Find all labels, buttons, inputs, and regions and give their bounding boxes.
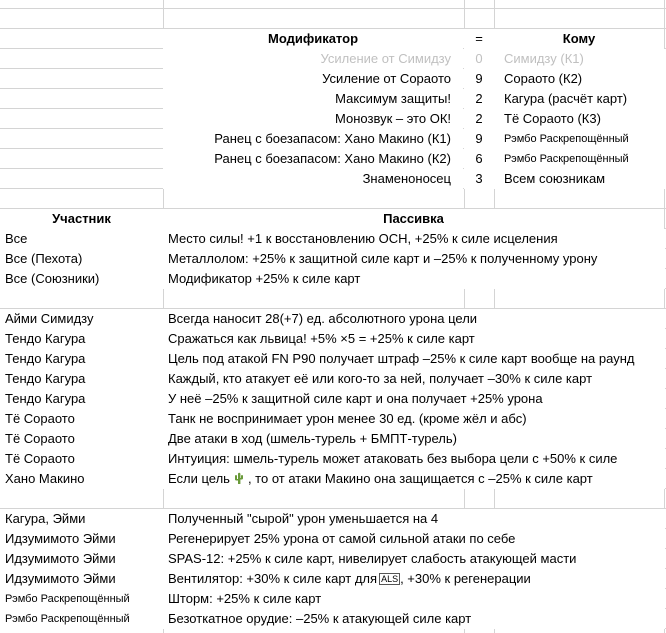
participant-cell: Рэмбо Раскрепощённый xyxy=(0,609,165,629)
passive-cell: Шторм: +25% к силе карт xyxy=(163,589,665,609)
passive-cell: SPAS-12: +25% к силе карт, нивелирует слабость атакующей масти xyxy=(163,549,665,569)
passive-cell: Две атаки в ход (шмель-турель + БМПТ-турель) xyxy=(163,429,665,449)
modifier-target: Тё Сораото (К3) xyxy=(494,109,666,129)
modifier-target: Рэмбо Раскрепощённый xyxy=(494,149,666,169)
passive-cell xyxy=(163,569,665,589)
passive-cell: Интуиция: шмель-турель может атаковать без выбора цели с +50% к силе xyxy=(163,449,665,469)
passive-cell: Сражаться как львица! +5% ×5 = +25% к силе карт xyxy=(163,329,665,349)
participant-cell: Тендо Кагура xyxy=(0,389,165,409)
participant-cell: Рэмбо Раскрепощённый xyxy=(0,589,165,609)
participant-cell: Тендо Кагура xyxy=(0,349,165,369)
modifier-name: Усиление от Симидзу xyxy=(163,49,463,69)
passive-text: , то от атаки Макино она защищается с –25% к силе карт xyxy=(247,471,593,486)
modifier-target: Симидзу (К1) xyxy=(494,49,666,69)
modifier-name: Усиление от Сораото xyxy=(163,69,463,89)
cactus-icon xyxy=(232,471,246,485)
modifier-target: Всем союзникам xyxy=(494,169,666,189)
passive-cell: Модификатор +25% к силе карт xyxy=(163,269,665,289)
modifier-target: Кагура (расчёт карт) xyxy=(494,89,666,109)
participant-cell: Тендо Кагура xyxy=(0,369,165,389)
passive-cell: У неё –25% к защитной силе карт и она получает +25% урона xyxy=(163,389,665,409)
participant-header: Участник xyxy=(0,209,163,229)
participant-cell: Идзумимото Эйми xyxy=(0,569,165,589)
modifier-value: 9 xyxy=(464,129,494,149)
participant-cell: Айми Симидзу xyxy=(0,309,165,329)
passive-cell: Всегда наносит 28(+7) ед. абсолютного урона цели xyxy=(163,309,665,329)
modifier-value: 0 xyxy=(464,49,494,69)
passive-cell: Каждый, кто атакует её или кого-то за ней, получает –30% к силе карт xyxy=(163,369,665,389)
modifier-value: 3 xyxy=(464,169,494,189)
modifier-value: 9 xyxy=(464,69,494,89)
participant-cell: Тё Сораото xyxy=(0,429,165,449)
modifier-target: Сораото (К2) xyxy=(494,69,666,89)
ventilator-glyph: ALS xyxy=(381,574,399,584)
participant-cell: Хано Макино xyxy=(0,469,165,489)
passive-text: Если цель xyxy=(168,471,230,486)
passive-cell: Безоткатное орудие: –25% к атакующей силе карт xyxy=(163,609,665,629)
passive-cell: Регенерирует 25% урона от самой сильной атаки по себе xyxy=(163,529,665,549)
participant-cell: Кагура, Эйми xyxy=(0,509,165,529)
passive-cell: Цель под атакой FN P90 получает штраф –25% к силе карт вообще на раунд xyxy=(163,349,665,369)
modifier-name: Знаменоносец xyxy=(163,169,463,189)
target-header: Кому xyxy=(494,29,664,49)
passive-cell: Танк не воспринимает урон менее 30 ед. (кроме жёл и абс) xyxy=(163,409,665,429)
participant-cell: Идзумимото Эйми xyxy=(0,529,165,549)
participant-cell: Все (Пехота) xyxy=(0,249,165,269)
participant-cell: Все (Союзники) xyxy=(0,269,165,289)
modifier-name: Монозвук – это ОК! xyxy=(163,109,463,129)
passive-text: , +30% к регенерации xyxy=(400,571,531,586)
modifier-name: Ранец с боезапасом: Хано Макино (К1) xyxy=(163,129,463,149)
participant-cell: Тё Сораото xyxy=(0,449,165,469)
equals-header: = xyxy=(464,29,494,49)
passive-cell: Полученный "сырой" урон уменьшается на 4 xyxy=(163,509,665,529)
participant-cell: Тё Сораото xyxy=(0,409,165,429)
modifier-value: 2 xyxy=(464,89,494,109)
passive-cell: Место силы! +1 к восстановлению ОСН, +25% к силе исцеления xyxy=(163,229,665,249)
modifier-header: Модификатор xyxy=(163,29,463,49)
modifier-value: 2 xyxy=(464,109,494,129)
passive-cell xyxy=(163,469,665,489)
modifier-value: 6 xyxy=(464,149,494,169)
participant-cell: Идзумимото Эйми xyxy=(0,549,165,569)
passive-cell: Металлолом: +25% к защитной силе карт и –25% к полученному урону xyxy=(163,249,665,269)
modifier-name: Ранец с боезапасом: Хано Макино (К2) xyxy=(163,149,463,169)
modifier-target: Рэмбо Раскрепощённый xyxy=(494,129,666,149)
modifier-name: Максимум защиты! xyxy=(163,89,463,109)
participant-cell: Все xyxy=(0,229,165,249)
passive-text: Вентилятор: +30% к силе карт для xyxy=(168,571,378,586)
passive-header: Пассивка xyxy=(163,209,664,229)
participant-cell: Тендо Кагура xyxy=(0,329,165,349)
